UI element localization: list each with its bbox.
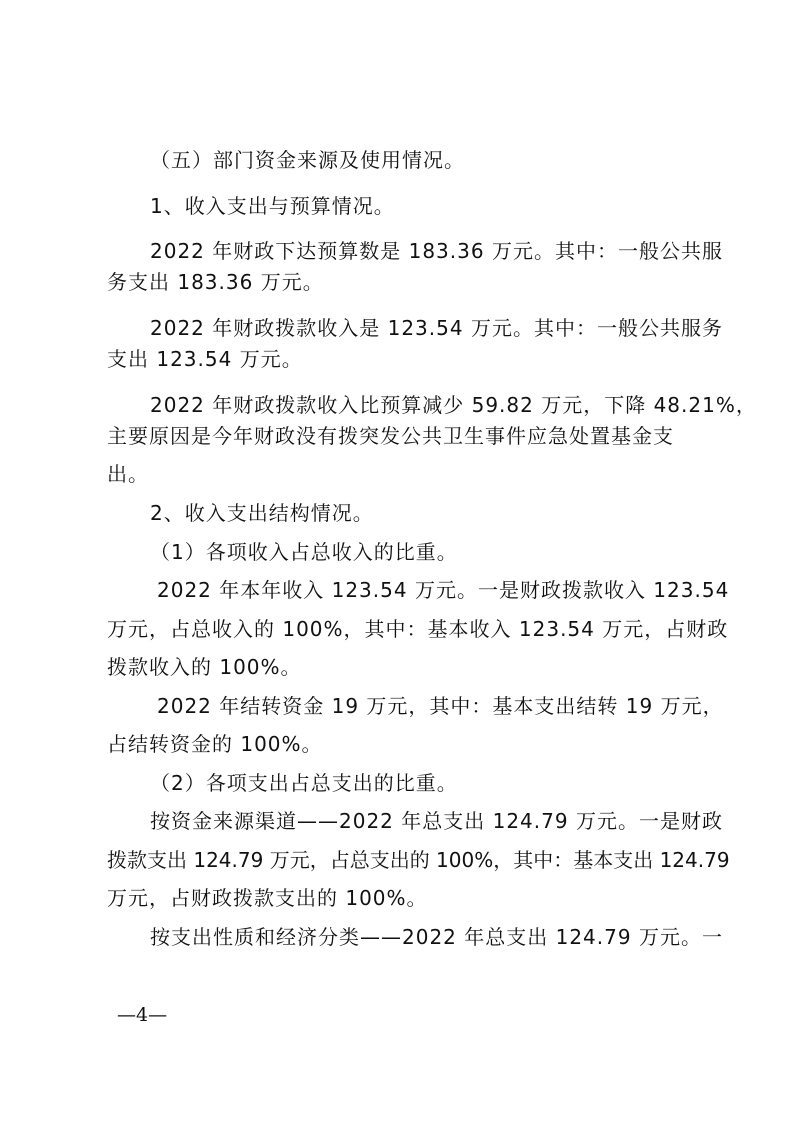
paragraph-line: 2022 年财政下达预算数是 183.36 万元。其中：一般公共服 [150, 239, 723, 263]
paragraph-line: 万元，占总收入的 100%，其中：基本收入 123.54 万元，占财政 [107, 617, 729, 641]
subsection-heading: 2、收入支出结构情况。 [150, 501, 374, 525]
paragraph-line: 按支出性质和经济分类——2022 年总支出 124.79 万元。一 [150, 925, 723, 949]
subsection-heading: （1）各项收入占总收入的比重。 [150, 540, 458, 564]
paragraph-line: 占结转资金的 100%。 [107, 732, 323, 756]
paragraph-line: 2022 年财政拨款收入是 123.54 万元。其中：一般公共服务 [150, 316, 723, 340]
paragraph-line: 2022 年本年收入 123.54 万元。一是财政拨款收入 123.54 [157, 578, 730, 602]
paragraph-line: 拨款支出 124.79 万元，占总支出的 100%，其中：基本支出 124.79 [107, 848, 730, 872]
paragraph-line: 支出 123.54 万元。 [107, 347, 303, 371]
paragraph-line: 按资金来源渠道——2022 年总支出 124.79 万元。一是财政 [150, 809, 723, 833]
subsection-heading: 1、收入支出与预算情况。 [150, 194, 395, 218]
paragraph-line: 拨款收入的 100%。 [107, 655, 302, 679]
paragraph-line: 2022 年结转资金 19 万元，其中：基本支出结转 19 万元， [157, 694, 724, 718]
paragraph-line: 万元，占财政拨款支出的 100%。 [107, 886, 428, 910]
paragraph-line: 主要原因是今年财政没有拨突发公共卫生事件应急处置基金支 [107, 424, 674, 448]
section-heading: （五）部门资金来源及使用情况。 [150, 148, 465, 172]
paragraph-line: 出。 [107, 462, 149, 486]
paragraph-line: 2022 年财政拨款收入比预算减少 59.82 万元，下降 48.21%， [150, 393, 757, 417]
paragraph-line: 务支出 183.36 万元。 [107, 270, 324, 294]
subsection-heading: （2）各项支出占总支出的比重。 [150, 771, 458, 795]
page-number: —4— [117, 1004, 168, 1026]
